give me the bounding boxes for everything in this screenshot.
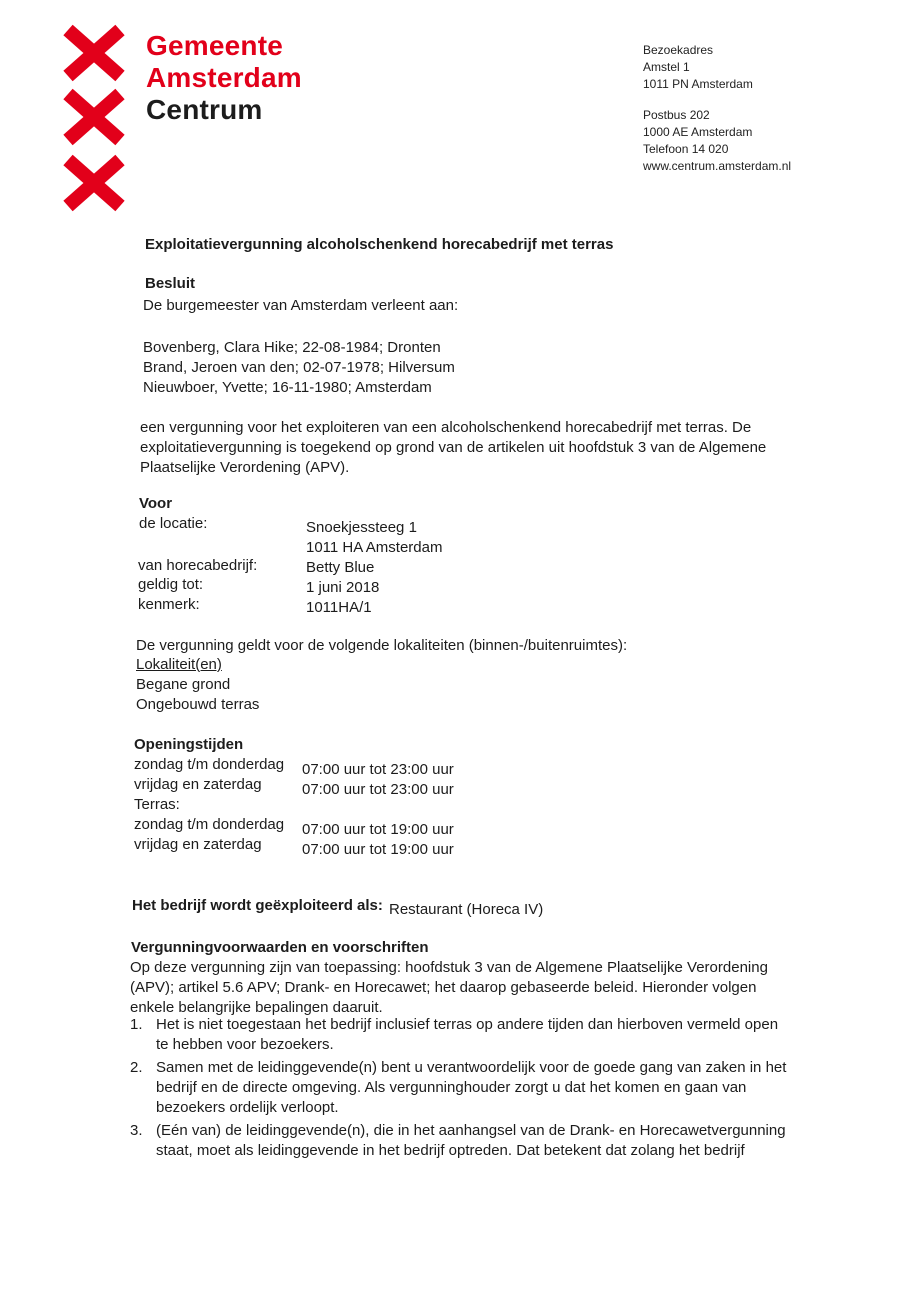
voorwaarden-heading: Vergunningvoorwaarden en voorschriften (131, 939, 429, 956)
opening-row3-value: 07:00 uur tot 19:00 uur (302, 821, 454, 838)
voor-heading: Voor (139, 495, 173, 512)
opening-row1-value: 07:00 uur tot 23:00 uur (302, 761, 454, 778)
list-item-number: 1. (130, 1016, 143, 1033)
address-label: Bezoekadres (643, 43, 714, 57)
openingstijden-heading: Openingstijden (134, 736, 244, 753)
exploitatie-value: Restaurant (Horeca IV) (389, 901, 544, 918)
logo-line-amsterdam: Amsterdam (146, 62, 302, 93)
address-website[interactable]: www.centrum.amsterdam.nl (643, 159, 792, 173)
terras-label: Terras: (134, 796, 180, 813)
address-block (643, 42, 791, 175)
voorwaarden-text: Op deze vergunning zijn van toepassing: hoofdstuk 3 van de Algemene Plaatselijke Verordening (APV); artikel 5.6 APV; Drank- en Horecawet; het daarop gebaseerde beleid. Hieronder volgen enkele belangrijke bepalingen daaruit. (130, 959, 768, 1016)
person-3: Nieuwboer, Yvette; 16-11-1980; Amsterdam (143, 379, 432, 396)
voorwaarden-list (130, 1015, 790, 1164)
list-item (130, 1121, 790, 1161)
address-postal-city: 1011 PN Amsterdam (643, 77, 753, 91)
person-1: Bovenberg, Clara Hike; 22-08-1984; Dronten (143, 339, 441, 356)
logo-line-centrum: Centrum (146, 94, 263, 125)
exploitatie-label: Het bedrijf wordt geëxploiteerd als: (132, 897, 383, 914)
address-postbus: Postbus 202 (643, 108, 710, 122)
opening-row1-label: zondag t/m donderdag (134, 756, 285, 773)
besluit-heading: Besluit (145, 275, 196, 292)
list-item-number: 2. (130, 1059, 143, 1076)
opening-row2-value: 07:00 uur tot 23:00 uur (302, 781, 454, 798)
list-item-text: (Eén van) de leidinggevende(n), die in het aanhangsel van de Drank- en Horecawetvergunning staat, moet als leidinggevende in het bedrijf optreden. Dat betekent dat zolang het bedrijf (156, 1122, 786, 1159)
document-title: Exploitatievergunning alcoholschenkend horecabedrijf met terras (145, 236, 614, 253)
address-street: Amstel 1 (643, 60, 690, 74)
logo-wordmark (146, 30, 302, 126)
opening-row3-label: zondag t/m donderdag (134, 816, 285, 833)
opening-row4-value: 07:00 uur tot 19:00 uur (302, 841, 454, 858)
geldig-value: 1 juni 2018 (306, 579, 380, 596)
address-phone: Telefoon 14 020 (643, 142, 729, 156)
person-2: Brand, Jeroen van den; 02-07-1978; Hilversum (143, 359, 455, 376)
horeca-label: van horecabedrijf: (138, 557, 258, 574)
opening-row4-label: vrijdag en zaterdag (134, 836, 262, 853)
list-item-text: Samen met de leidinggevende(n) bent u verantwoordelijk voor de goede gang van zaken in het bedrijf en de directe omgeving. Als vergunninghouder zorgt u dat het komen en gaan van bezoekers ordelijk verloopt. (156, 1059, 787, 1116)
lokaliteit-item-1: Begane grond (136, 676, 231, 693)
lokaliteiten-intro: De vergunning geldt voor de volgende lokaliteiten (binnen-/buitenruimtes): (136, 637, 628, 654)
geldig-label: geldig tot: (138, 576, 204, 593)
list-item (130, 1058, 790, 1118)
list-item-text: Het is niet toegestaan het bedrijf inclusief terras op andere tijden dan hierboven vermeld open te hebben voor bezoekers. (156, 1016, 779, 1053)
locatie-label: de locatie: (139, 515, 208, 532)
besluit-text: een vergunning voor het exploiteren van een alcoholschenkend horecabedrijf met terras. De exploitatievergunning is toegekend op grond van de artikelen uit hoofdstuk 3 van de Algemene Plaatselijke Verordening (APV). (140, 419, 767, 476)
amsterdam-crosses-logo-icon (62, 24, 126, 214)
address-postbus-city: 1000 AE Amsterdam (643, 125, 753, 139)
locatie-line2: 1011 HA Amsterdam (306, 539, 443, 556)
kenmerk-value: 1011HA/1 (306, 599, 372, 616)
lokaliteiten-heading: Lokaliteit(en) (136, 656, 222, 673)
list-item-number: 3. (130, 1122, 143, 1139)
locatie-line1: Snoekjessteeg 1 (306, 519, 417, 536)
horeca-value: Betty Blue (306, 559, 375, 576)
besluit-intro: De burgemeester van Amsterdam verleent aan: (143, 297, 459, 314)
logo-line-gemeente: Gemeente (146, 30, 283, 61)
kenmerk-label: kenmerk: (138, 596, 200, 613)
lokaliteit-item-2: Ongebouwd terras (136, 696, 260, 713)
opening-row2-label: vrijdag en zaterdag (134, 776, 262, 793)
list-item (130, 1015, 790, 1055)
